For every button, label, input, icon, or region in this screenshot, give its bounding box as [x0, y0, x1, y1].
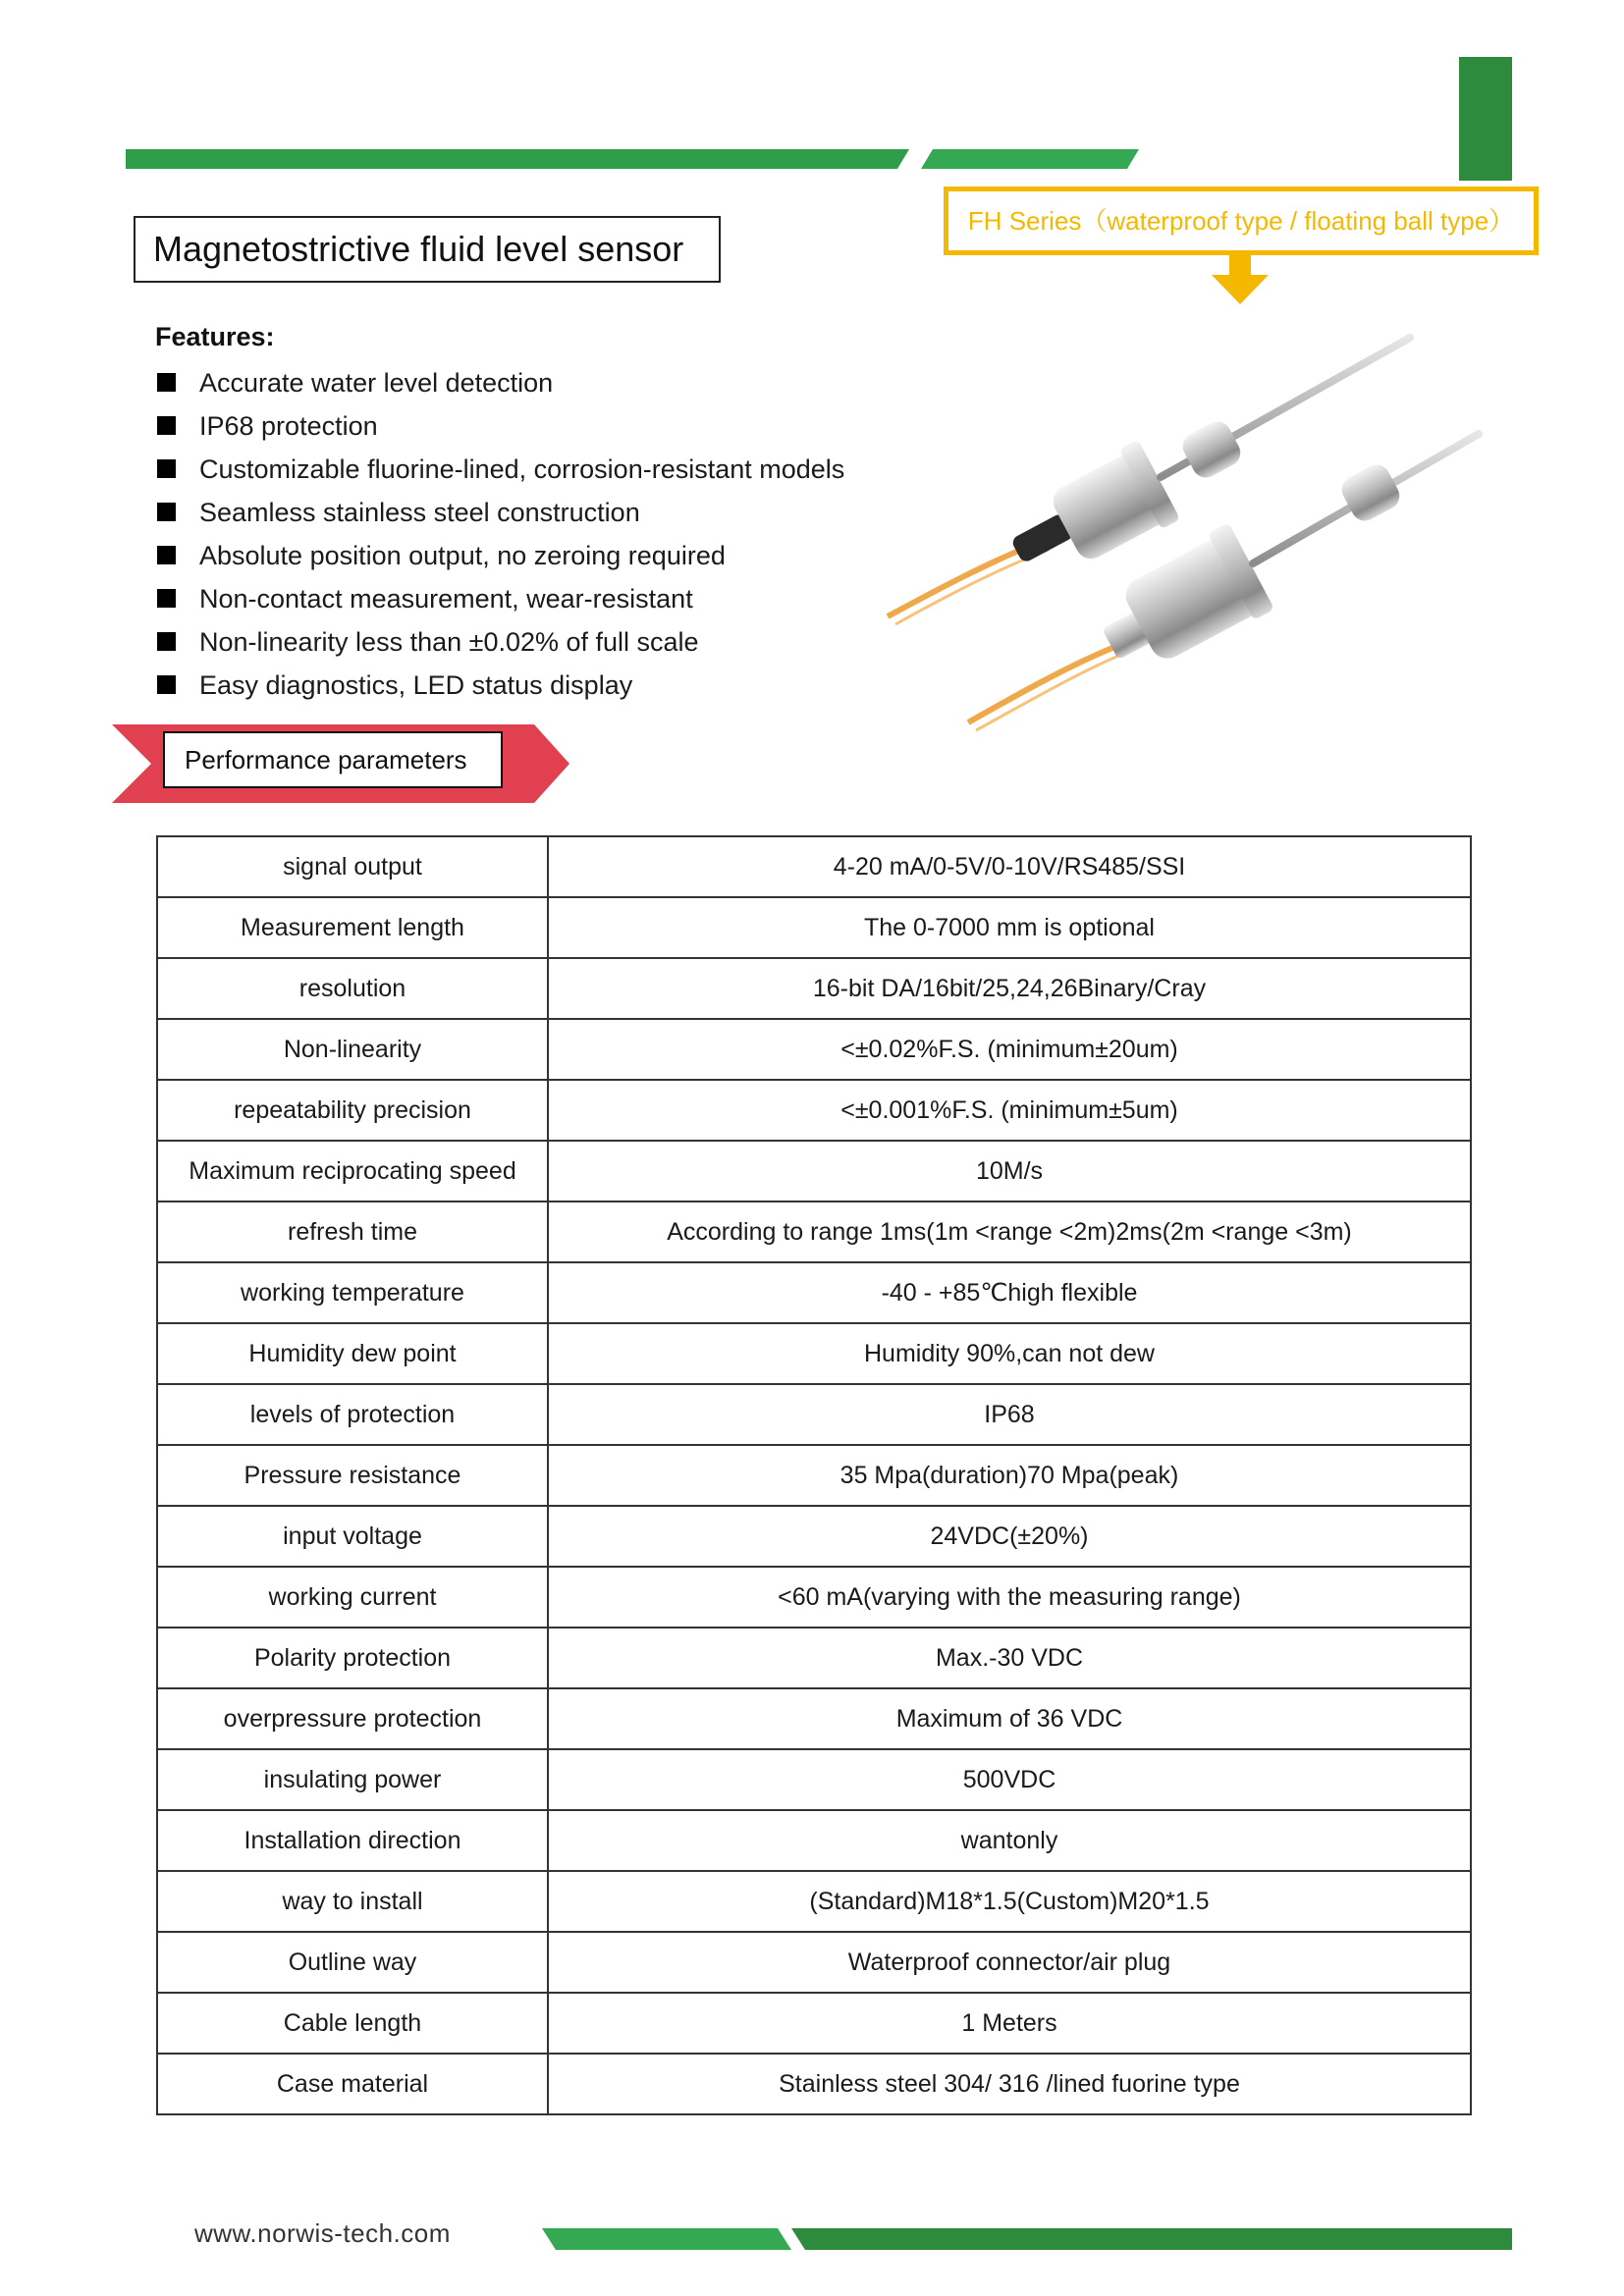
table-row — [157, 1932, 1471, 1993]
param-value: According to range 1ms(1m <range <2m)2ms(2m <range <3m) — [548, 1201, 1471, 1262]
param-value: <60 mA(varying with the measuring range) — [548, 1567, 1471, 1628]
list-item: Non-contact measurement, wear-resistant — [157, 581, 844, 624]
param-value: IP68 — [548, 1384, 1471, 1445]
table-row — [157, 1019, 1471, 1080]
footer-green-bar-long — [791, 2228, 1512, 2250]
param-name: signal output — [157, 836, 548, 897]
header-green-tab — [1459, 57, 1512, 181]
arrow-down-icon — [1210, 253, 1271, 306]
square-bullet-icon — [157, 459, 176, 478]
param-value: 24VDC(±20%) — [548, 1506, 1471, 1567]
series-label: FH Series（waterproof type / floating ball type） — [944, 187, 1539, 255]
table-row — [157, 2054, 1471, 2114]
table-row — [157, 897, 1471, 958]
param-name: Measurement length — [157, 897, 548, 958]
param-name: Humidity dew point — [157, 1323, 548, 1384]
table-row — [157, 1323, 1471, 1384]
param-name: Maximum reciprocating speed — [157, 1141, 548, 1201]
product-image — [876, 334, 1504, 736]
table-row — [157, 1445, 1471, 1506]
footer-website[interactable]: www.norwis-tech.com — [194, 2218, 451, 2248]
param-value: Maximum of 36 VDC — [548, 1688, 1471, 1749]
param-value: Max.-30 VDC — [548, 1628, 1471, 1688]
param-name: Non-linearity — [157, 1019, 548, 1080]
param-value: 10M/s — [548, 1141, 1471, 1201]
table-row — [157, 1141, 1471, 1201]
param-name: levels of protection — [157, 1384, 548, 1445]
param-name: way to install — [157, 1871, 548, 1932]
param-name: Pressure resistance — [157, 1445, 548, 1506]
table-row — [157, 1567, 1471, 1628]
param-name: Cable length — [157, 1993, 548, 2054]
list-item: Easy diagnostics, LED status display — [157, 667, 844, 711]
param-value: (Standard)M18*1.5(Custom)M20*1.5 — [548, 1871, 1471, 1932]
param-name: refresh time — [157, 1201, 548, 1262]
param-value: Stainless steel 304/ 316 /lined fuorine type — [548, 2054, 1471, 2114]
param-value: Humidity 90%,can not dew — [548, 1323, 1471, 1384]
square-bullet-icon — [157, 503, 176, 521]
table-row — [157, 1749, 1471, 1810]
header-green-bar-short — [921, 149, 1139, 169]
footer-green-bar-short — [542, 2228, 791, 2250]
param-value: wantonly — [548, 1810, 1471, 1871]
param-value: <±0.001%F.S. (minimum±5um) — [548, 1080, 1471, 1141]
square-bullet-icon — [157, 632, 176, 651]
table-row — [157, 836, 1471, 897]
square-bullet-icon — [157, 416, 176, 435]
page-title: Magnetostrictive fluid level sensor — [134, 216, 721, 283]
header-decoration — [0, 0, 1624, 196]
table-row — [157, 1384, 1471, 1445]
table-row — [157, 1262, 1471, 1323]
param-name: resolution — [157, 958, 548, 1019]
param-value: 16-bit DA/16bit/25,24,26Binary/Cray — [548, 958, 1471, 1019]
param-value: 500VDC — [548, 1749, 1471, 1810]
param-name: insulating power — [157, 1749, 548, 1810]
table-row — [157, 1688, 1471, 1749]
table-row — [157, 1871, 1471, 1932]
param-name: Outline way — [157, 1932, 548, 1993]
list-item: Seamless stainless steel construction — [157, 495, 844, 538]
table-row — [157, 1628, 1471, 1688]
square-bullet-icon — [157, 546, 176, 564]
header-green-bar — [126, 149, 919, 169]
list-item: IP68 protection — [157, 408, 844, 452]
list-item: Customizable fluorine-lined, corrosion-resistant models — [157, 452, 844, 495]
list-item: Accurate water level detection — [157, 365, 844, 408]
param-name: Installation direction — [157, 1810, 548, 1871]
square-bullet-icon — [157, 675, 176, 694]
param-value: 35 Mpa(duration)70 Mpa(peak) — [548, 1445, 1471, 1506]
square-bullet-icon — [157, 589, 176, 608]
param-name: repeatability precision — [157, 1080, 548, 1141]
param-name: Case material — [157, 2054, 548, 2114]
spec-table — [156, 835, 1472, 2115]
list-item: Non-linearity less than ±0.02% of full scale — [157, 624, 844, 667]
param-name: Polarity protection — [157, 1628, 548, 1688]
table-row — [157, 1201, 1471, 1262]
param-name: input voltage — [157, 1506, 548, 1567]
sensor-lower — [968, 434, 1479, 730]
features-title: Features: — [155, 322, 275, 351]
param-value: The 0-7000 mm is optional — [548, 897, 1471, 958]
feature-list — [157, 365, 844, 711]
param-value: Waterproof connector/air plug — [548, 1932, 1471, 1993]
param-value: 4-20 mA/0-5V/0-10V/RS485/SSI — [548, 836, 1471, 897]
table-row — [157, 1506, 1471, 1567]
param-value: 1 Meters — [548, 1993, 1471, 2054]
table-row — [157, 1993, 1471, 2054]
table-row — [157, 1080, 1471, 1141]
table-row — [157, 1810, 1471, 1871]
param-value: -40 - +85℃high flexible — [548, 1262, 1471, 1323]
list-item: Absolute position output, no zeroing required — [157, 538, 844, 581]
param-value: <±0.02%F.S. (minimum±20um) — [548, 1019, 1471, 1080]
table-row — [157, 958, 1471, 1019]
param-name: working temperature — [157, 1262, 548, 1323]
section-title: Performance parameters — [163, 731, 503, 788]
param-name: working current — [157, 1567, 548, 1628]
param-name: overpressure protection — [157, 1688, 548, 1749]
square-bullet-icon — [157, 373, 176, 392]
